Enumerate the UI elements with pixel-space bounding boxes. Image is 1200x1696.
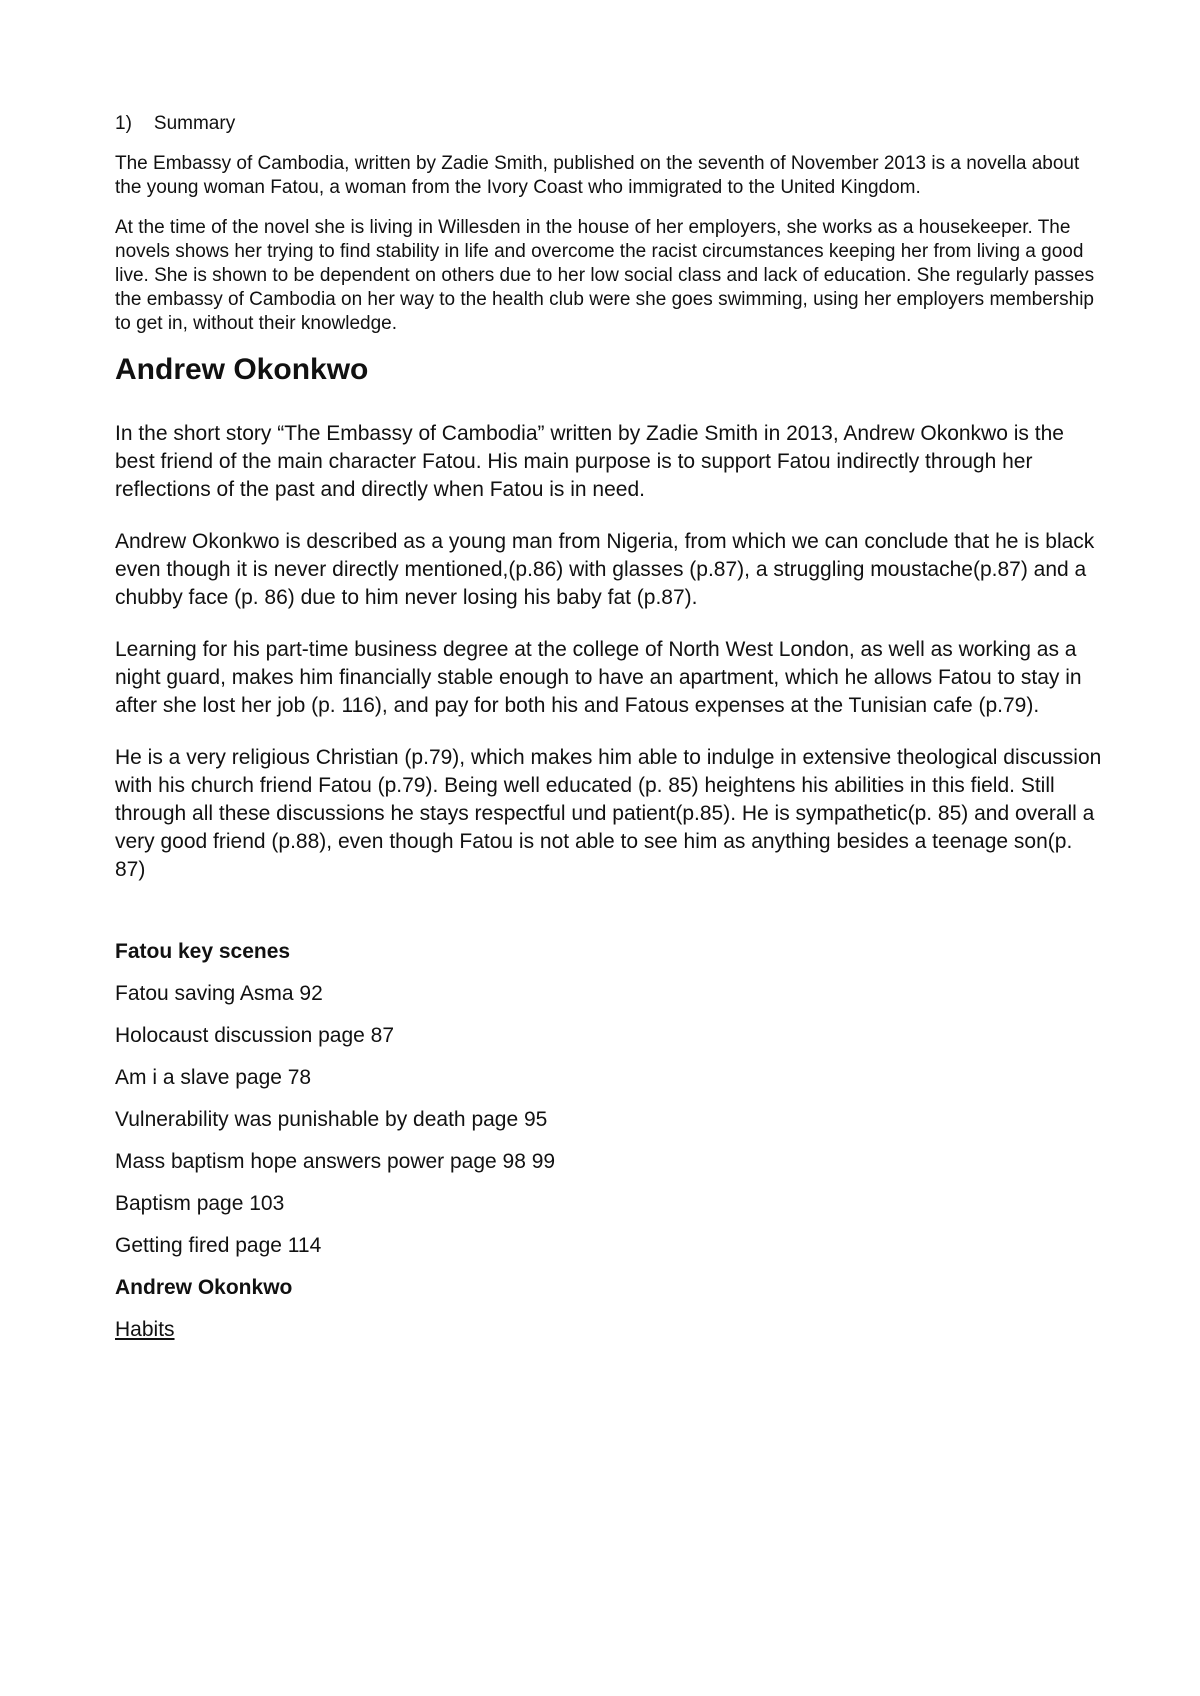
key-scene-item: Fatou saving Asma 92 [115, 982, 323, 1005]
key-scene-item: Mass baptism hope answers power page 98 99 [115, 1150, 556, 1173]
key-scene-item: Baptism page 103 [115, 1192, 285, 1215]
summary-paragraph: The Embassy of Cambodia, written by Zadie Smith, published on the seventh of November 2013 is a novella about the young woman Fatou, a woman from the Ivory Coast who immigrated to the United Kingdom. [115, 153, 1080, 198]
key-scenes-heading: Fatou key scenes [115, 940, 291, 963]
key-scene-item: Vulnerability was punishable by death page 95 [115, 1108, 548, 1131]
key-scene-item: Holocaust discussion page 87 [115, 1024, 395, 1047]
key-scene-item: Am i a slave page 78 [115, 1066, 312, 1089]
section-spacer [115, 908, 1105, 938]
footer-section-heading: Andrew Okonkwo [115, 1276, 293, 1299]
character-paragraph: Learning for his part-time business degree at the college of North West London, as well as working as a night guard, makes him financially stable enough to have an apartment, which he allows Fatou to stay in after she lost her job (p. 116), and pay for both his and Fatous expenses at the Tunisian cafe (p.79). [115, 638, 1082, 717]
summary-heading [115, 112, 1105, 136]
character-paragraph: In the short story “The Embassy of Cambodia” written by Zadie Smith in 2013, Andrew Okonkwo is the best friend of the main character Fatou. His main purpose is to support Fatou indirectly through her reflections of the past and directly when Fatou is in need. [115, 422, 1064, 501]
summary-number: 1) [115, 113, 132, 134]
document-content [115, 112, 1105, 1344]
summary-paragraph: At the time of the novel she is living in Willesden in the house of her employers, she works as a housekeeper. The novels shows her trying to find stability in life and overcome the racist circumstances keeping her from living a good live. She is shown to be dependent on others due to her low social class and lack of education. She regularly passes the embassy of Cambodia on her way to the health club were she goes swimming, using her employers membership to get in, without their knowledge. [115, 217, 1095, 334]
summary-heading-text: Summary [153, 113, 236, 134]
habits-subheading: Habits [115, 1318, 175, 1341]
character-paragraph: Andrew Okonkwo is described as a young man from Nigeria, from which we can conclude that he is black even though it is never directly mentioned,(p.86) with glasses (p.87), a struggling moustache(p.87) and a chubby face (p. 86) due to him never losing his baby fat (p.87). [115, 530, 1095, 609]
character-title: Andrew Okonkwo [115, 353, 369, 386]
key-scene-item: Getting fired page 114 [115, 1234, 322, 1257]
character-paragraph: He is a very religious Christian (p.79), which makes him able to indulge in extensive theological discussion with his church friend Fatou (p.79). Being well educated (p. 85) heightens his abilities in this field. Still through all these discussions he stays respectful und patient(p.85). He is sympathetic(p. 85) and overall a very good friend (p.88), even though Fatou is not able to see him as anything besides a teenage son(p. 87) [115, 746, 1102, 881]
